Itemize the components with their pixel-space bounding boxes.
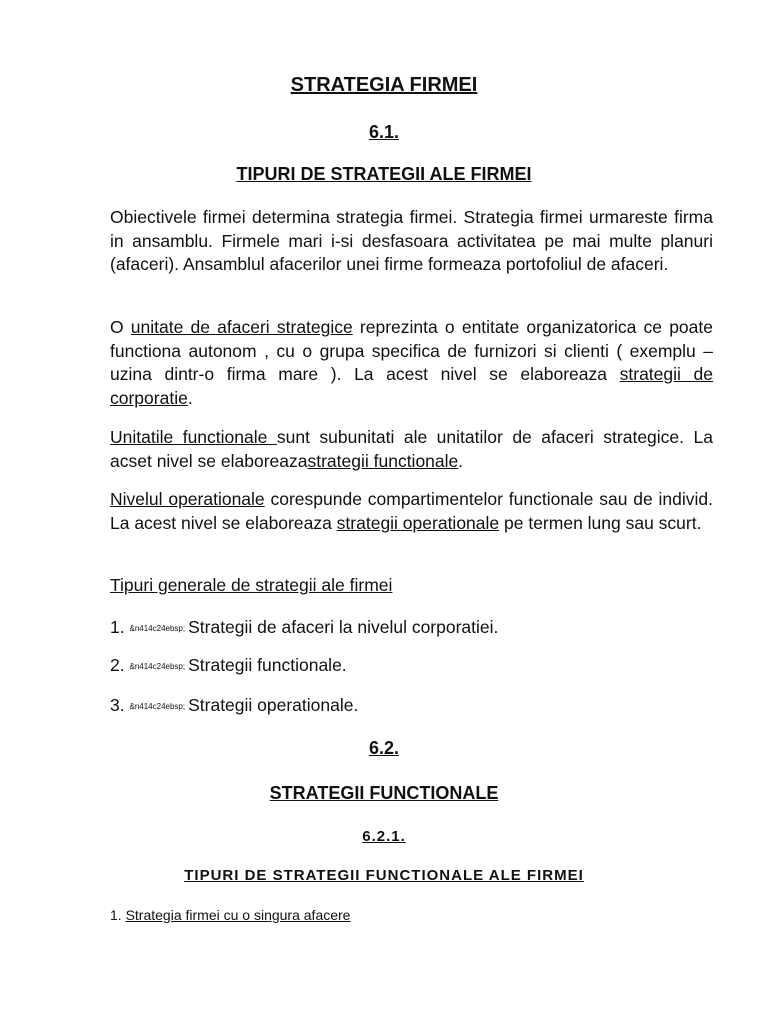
- section-heading-tipuri-strategii-functionale: TIPURI DE STRATEGII FUNCTIONALE ALE FIRMEI: [184, 867, 584, 884]
- list-heading: Tipuri generale de strategii ale firmei: [110, 575, 393, 595]
- list-number: 3.: [110, 695, 125, 715]
- paragraph-obiectivele: Obiectivele firmei determina strategia firmei. Strategia firmei urmareste firma in ansamblu. Firmele mari i-si desfasoara activitatea pe mai multe planuri (afaceri). Ansamblul afacerilor unei firme formeaza portofoliul de afaceri.: [110, 207, 713, 274]
- section-heading-tipuri-strategii: TIPURI DE STRATEGII ALE FIRMEI: [236, 164, 532, 184]
- list-item-text: Strategii de afaceri la nivelul corporatiei.: [188, 617, 499, 637]
- para3-end: .: [458, 450, 464, 471]
- term-strategii-operationale: strategii operationale: [336, 512, 500, 533]
- section-number-6-1: 6.1.: [368, 122, 400, 142]
- list-item: [110, 654, 713, 678]
- document-title: STRATEGIA FIRMEI: [290, 74, 478, 96]
- term-unitate-afaceri-strategice: unitate de afaceri strategice: [130, 317, 353, 337]
- list-item: [110, 694, 713, 718]
- paragraph-unitatile-functionale: [110, 426, 713, 473]
- term-nivelul-operationale: Nivelul operationale: [110, 489, 265, 509]
- term-unitatile-functionale: Unitatile functionale: [110, 427, 277, 447]
- para3-body: sunt subunitati ale unitatilor de afaceri strategice. La acset nivel se elaboreaza: [110, 427, 713, 471]
- para2-body: reprezinta o entitate organizatorica ce poate functiona autonom , cu o grupa specifica de furnizori si clienti ( exemplu – uzina dintr-o firma mare ). La acest nivel se elaboreaza: [110, 317, 713, 384]
- paragraph-unitate-afaceri: [110, 316, 713, 410]
- term-strategii-corporatie: strategii de corporatie: [110, 364, 714, 408]
- paragraph-nivelul-operationale: [110, 488, 713, 535]
- section-number-6-2-1: 6.2.1.: [362, 828, 406, 845]
- para4-body: corespunde compartimentelor functionale sau de individ. La acest nivel se elaboreaza: [110, 489, 713, 533]
- list-number: 2.: [110, 655, 125, 675]
- list-item: [110, 616, 713, 640]
- list-number: 1.: [110, 617, 125, 637]
- item-text-strategia-firmei: Strategia firmei cu o singura afacere: [125, 907, 351, 923]
- list-item-text: Strategii functionale.: [188, 655, 347, 675]
- numbered-item: [110, 906, 350, 924]
- bullet-glyph: &n414c24ebsp;: [129, 701, 186, 711]
- term-strategii-functionale: strategii functionale: [307, 450, 459, 471]
- list-item-text: Strategii operationale.: [188, 695, 359, 715]
- section-number-6-2: 6.2.: [368, 738, 400, 758]
- item-number: 1.: [110, 907, 122, 923]
- bullet-glyph: &n414c24ebsp;: [129, 623, 186, 633]
- para4-end: pe termen lung sau scurt.: [499, 512, 702, 533]
- para2-end: .: [187, 387, 193, 408]
- para2-lead: O: [110, 317, 131, 337]
- bullet-glyph: &n414c24ebsp;: [129, 661, 186, 671]
- section-heading-strategii-functionale: STRATEGII FUNCTIONALE: [269, 783, 499, 803]
